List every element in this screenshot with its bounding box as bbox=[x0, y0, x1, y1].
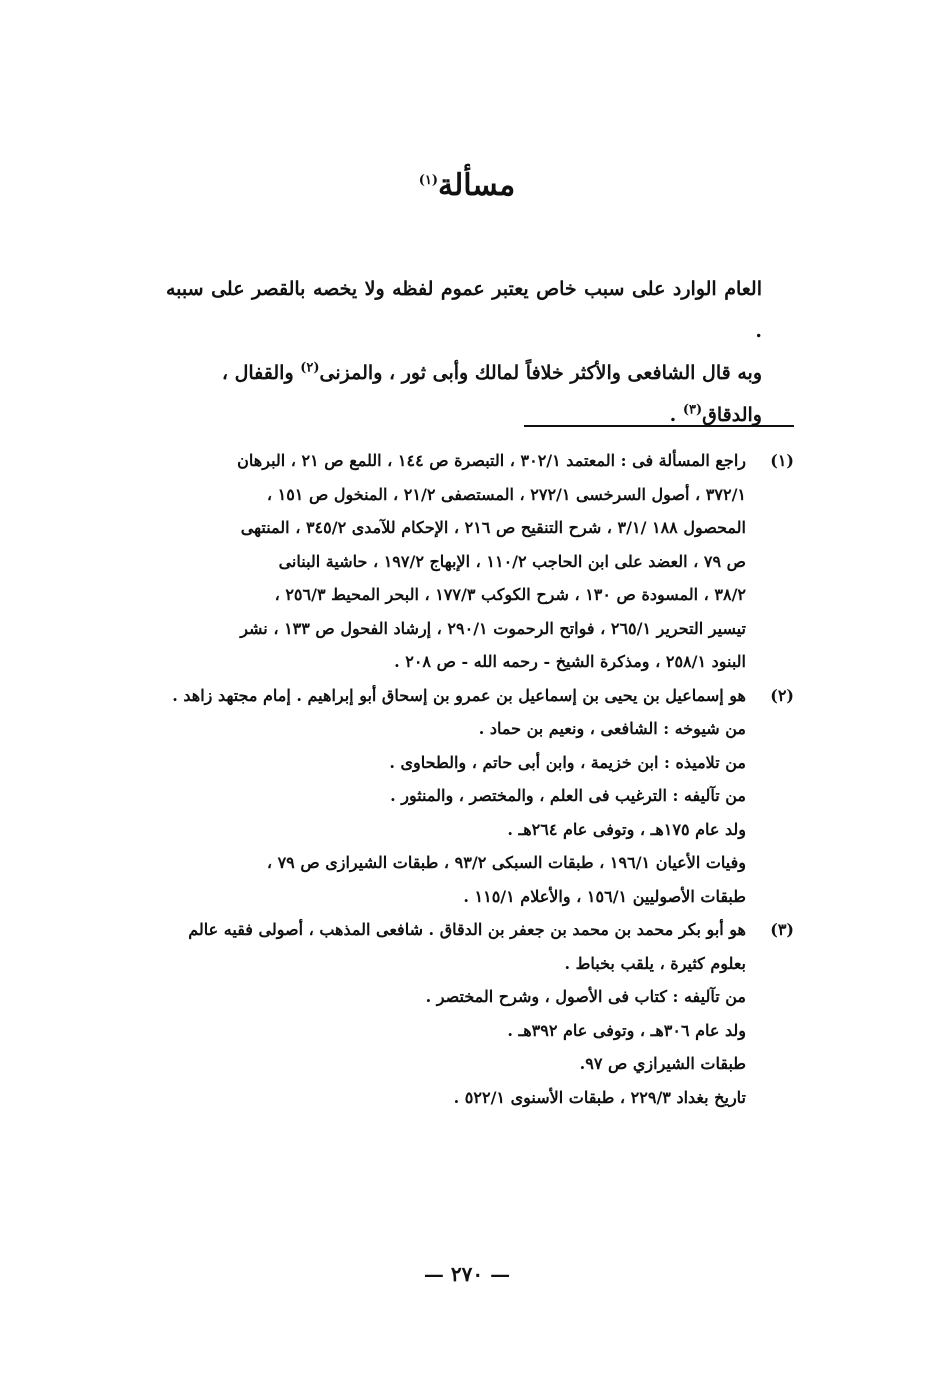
footnote-line: ص ٧٩ ، العضد على ابن الحاجب ١١٠/٢ ، الإبهاج ١٩٧/٢ ، حاشية البنانى bbox=[278, 551, 746, 571]
body-line-2 bbox=[166, 352, 762, 394]
footnote-line: تيسير التحرير ٢٦٥/١ ، فواتح الرحموت ٢٩٠/١ ، إرشاد الفحول ص ١٣٣ ، نشر bbox=[240, 618, 746, 638]
main-text bbox=[166, 268, 762, 436]
footnote-line: طبقات الأصوليين ١٥٦/١ ، والأعلام ١١٥/١ . bbox=[463, 886, 746, 906]
footnote-number: (١) bbox=[770, 451, 794, 470]
body-line-1: العام الوارد على سبب خاص يعتبر عموم لفظه ولا يخصه بالقصر على سببه . bbox=[166, 278, 762, 342]
footnote-line: من شيوخه : الشافعى ، ونعيم بن حماد . bbox=[478, 719, 746, 738]
footnote-line: هو إسماعيل بن يحيى بن إسماعيل بن عمرو بن إسحاق أبو إبراهيم . إمام مجتهد زاهد . bbox=[172, 685, 746, 705]
footnote-line: المحصول ١٨٨ /٣/١ ، شرح التنقيح ص ٢١٦ ، الإحكام للآمدى ٣٤٥/٢ ، المنتهى bbox=[240, 518, 746, 537]
title-footnote-ref: (١) bbox=[418, 173, 439, 188]
title-text: مسألة bbox=[438, 168, 516, 203]
footnote-2 bbox=[104, 679, 794, 914]
footnote-3 bbox=[104, 913, 794, 1114]
body-line-2-part-a: وبه قال الشافعى والأكثر خلافاً لمالك وأبى ثور ، والمزنى bbox=[319, 362, 762, 384]
body-line-3 bbox=[166, 394, 762, 436]
footnote-ref-2: (٢) bbox=[300, 360, 320, 376]
footnote-number: (٣) bbox=[770, 920, 794, 939]
body-line-2-part-b: والقفال ، bbox=[221, 362, 301, 384]
footnote-line: من تلاميذه : ابن خزيمة ، وابن أبى حاتم ، والطحاوى . bbox=[389, 752, 746, 772]
body-line-3-part-a: والدقاق bbox=[702, 404, 762, 426]
footnote-line: ولد عام ٣٠٦هـ ، وتوفى عام ٣٩٢هـ . bbox=[507, 1020, 746, 1040]
footnote-number: (٢) bbox=[770, 685, 794, 705]
footnote-ref-3: (٣) bbox=[682, 402, 703, 418]
footnote-1 bbox=[104, 444, 794, 679]
footnote-line: راجع المسألة فى : المعتمد ٣٠٢/١ ، التبصرة ص ١٤٤ ، اللمع ص ٢١ ، البرهان bbox=[237, 451, 746, 470]
page-number: — ٢٧٠ — bbox=[423, 1262, 511, 1286]
footnotes bbox=[104, 444, 794, 1114]
footnote-line: طبقات الشيرازي ص ٩٧. bbox=[579, 1054, 746, 1073]
footnote-line: بعلوم كثيرة ، يلقب بخباط . bbox=[564, 953, 746, 973]
footnote-line: البنود ٢٥٨/١ ، ومذكرة الشيخ - رحمه الله - ص ٢٠٨ . bbox=[394, 652, 746, 671]
footnote-line: ٣٧٢/١ ، أصول السرخسى ٢٧٢/١ ، المستصفى ٢١/٢ ، المنخول ص ١٥١ ، bbox=[266, 484, 746, 504]
footnote-line: تاريخ بغداد ٢٢٩/٣ ، طبقات الأسنوى ٥٢٢/١ . bbox=[453, 1087, 746, 1107]
footnote-line: وفيات الأعيان ١٩٦/١ ، طبقات السبكى ٩٣/٢ ، طبقات الشيرازى ص ٧٩ ، bbox=[266, 853, 746, 872]
page-title bbox=[0, 168, 934, 203]
footnote-line: ولد عام ١٧٥هـ ، وتوفى عام ٢٦٤هـ . bbox=[507, 819, 746, 839]
footnote-line: هو أبو بكر محمد بن محمد بن جعفر بن الدقاق . شافعى المذهب ، أصولى فقيه عالم bbox=[188, 920, 746, 939]
footnote-separator bbox=[524, 425, 794, 427]
footnote-line: ٣٨/٢ ، المسودة ص ١٣٠ ، شرح الكوكب ١٧٧/٣ ، البحر المحيط ٢٥٦/٣ ، bbox=[274, 585, 746, 604]
footnote-line: من تآليفه : كتاب فى الأصول ، وشرح المختصر . bbox=[425, 987, 746, 1006]
footnote-line: من تآليفه : الترغيب فى العلم ، والمختصر ، والمنثور . bbox=[390, 786, 746, 805]
body-line-3-part-b: . bbox=[669, 404, 683, 426]
